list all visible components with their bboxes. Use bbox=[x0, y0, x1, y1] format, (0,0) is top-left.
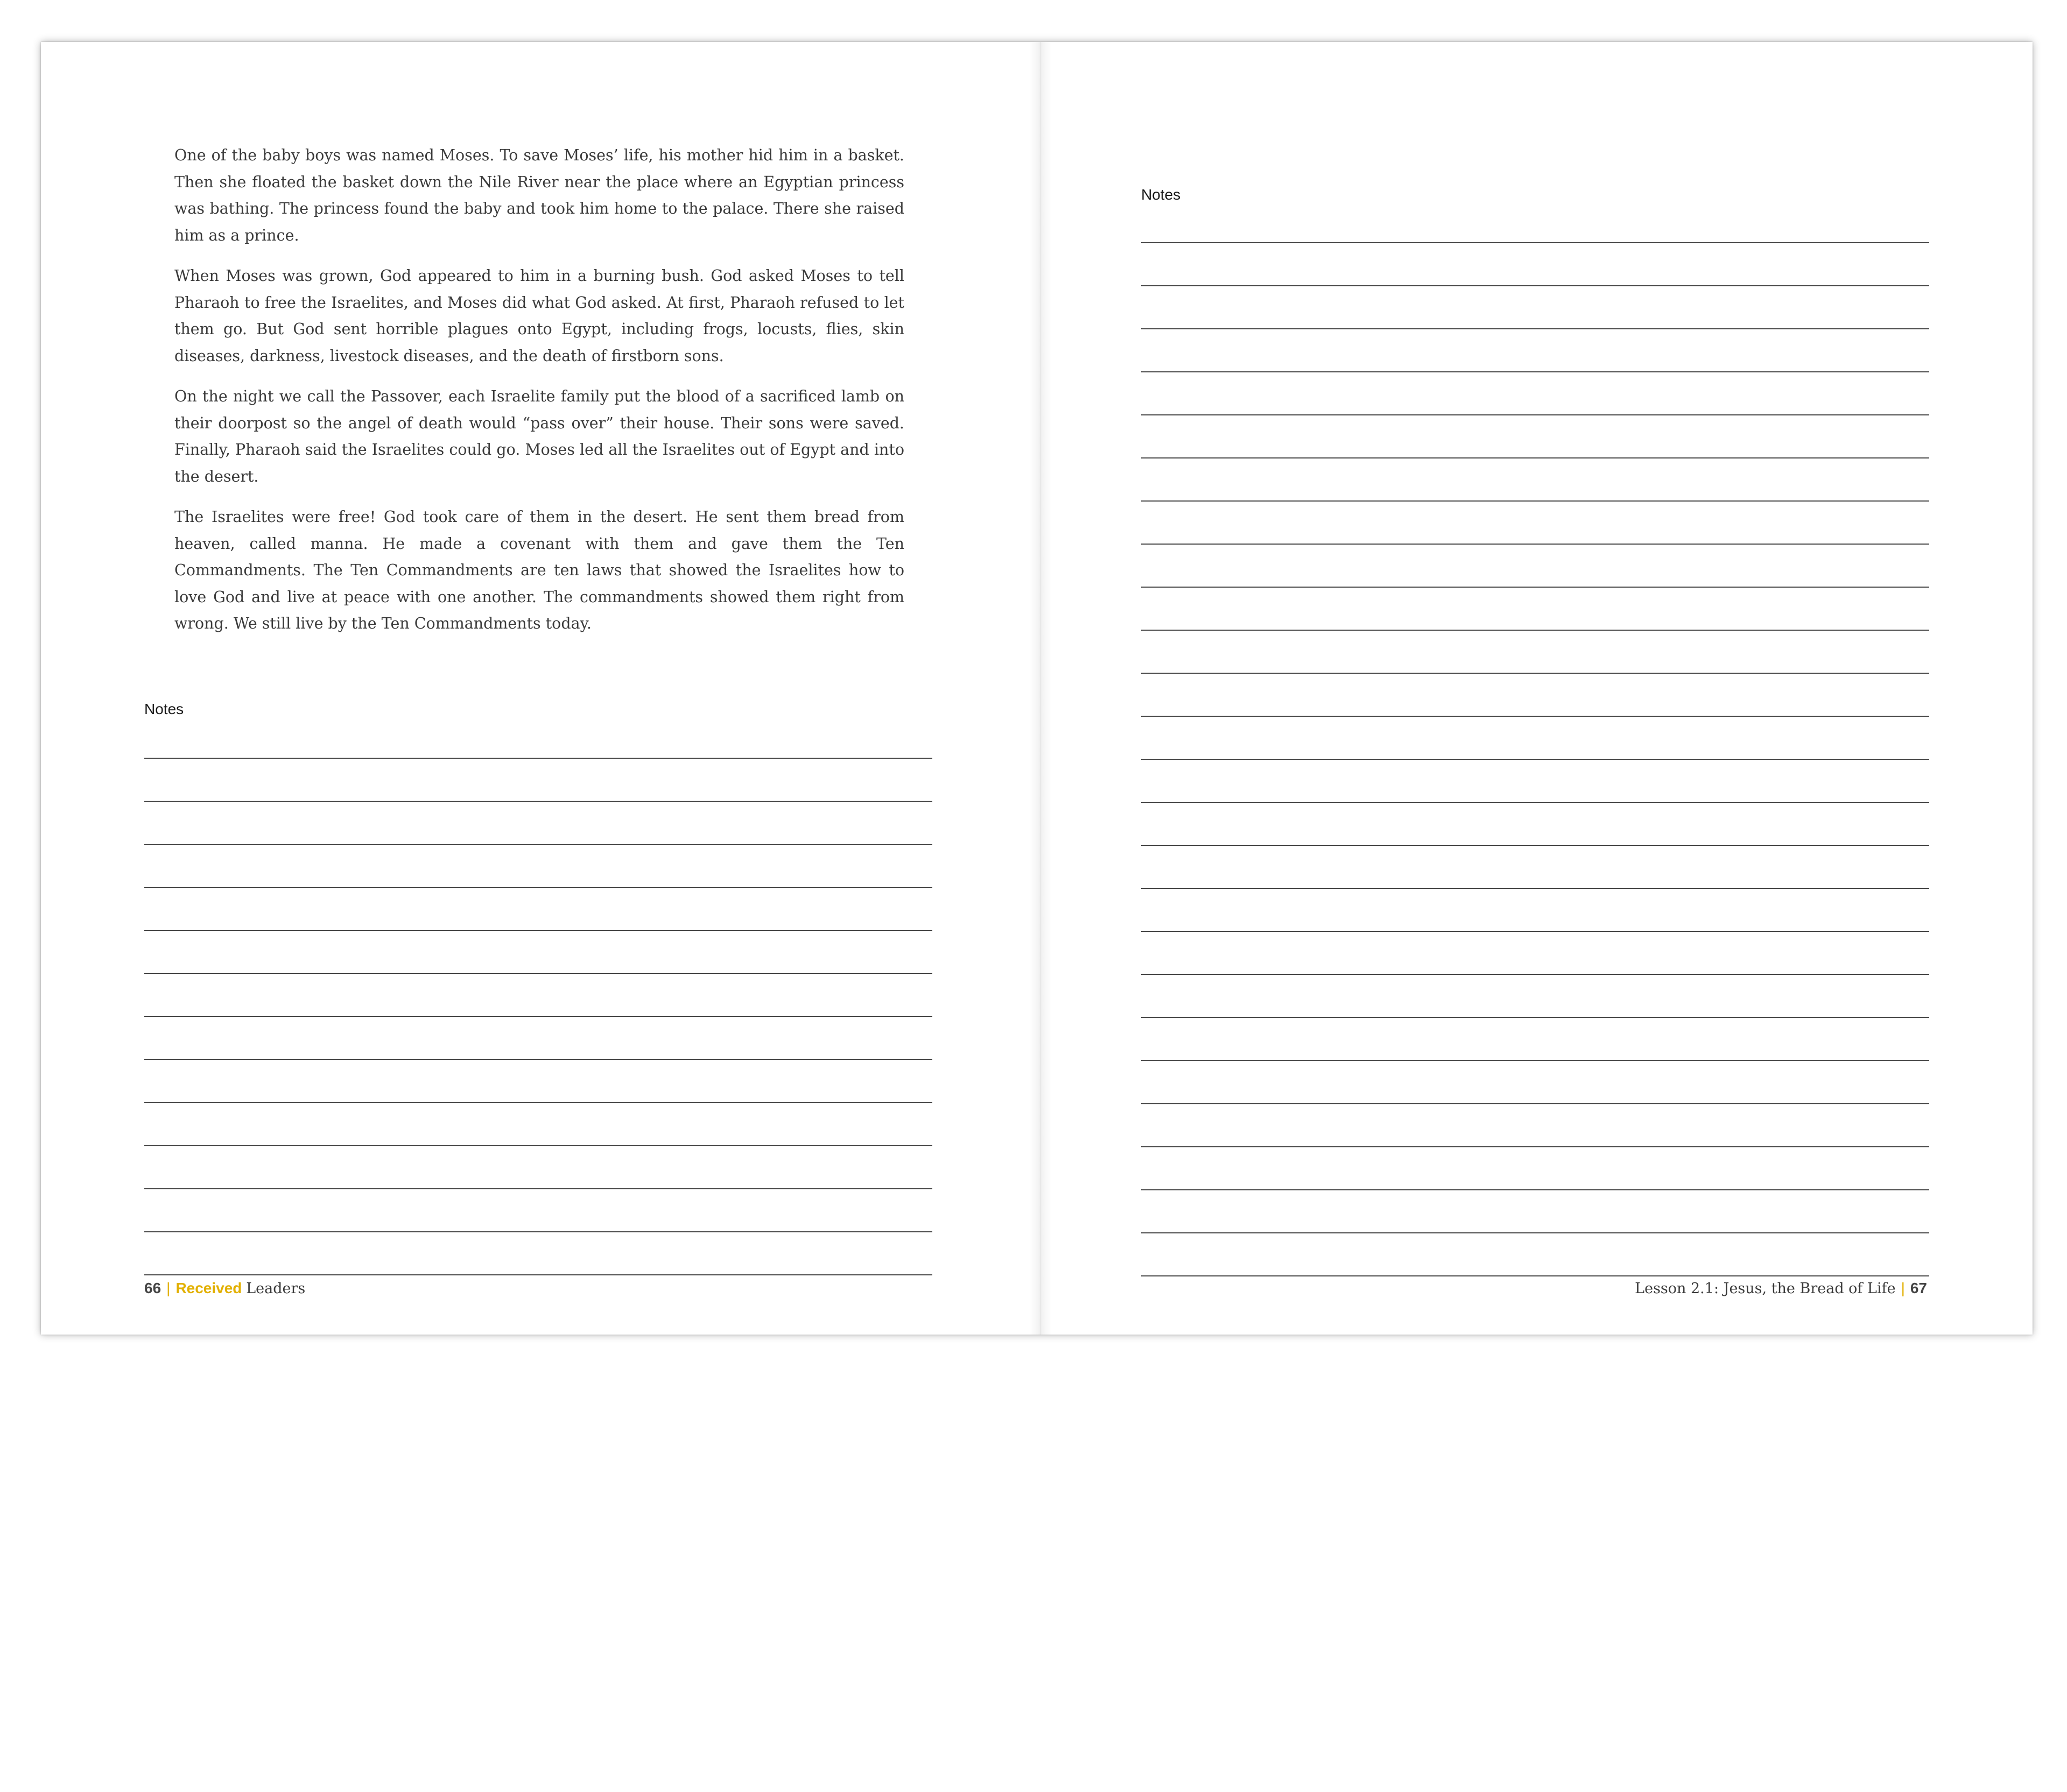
right-page bbox=[1031, 42, 2033, 1335]
note-line[interactable] bbox=[1141, 242, 1929, 243]
note-line[interactable] bbox=[1141, 544, 1929, 545]
paragraph-3: On the night we call the Passover, each Israelite family put the blood of a sacrificed lamb on their doorpost so the angel of death would “pass over” their house. Their sons were saved. Finally, Pharaoh said the Israelites could go. Moses led all the Israelites out of Egypt and into the desert. bbox=[174, 387, 904, 485]
note-line[interactable] bbox=[1141, 974, 1929, 975]
note-line[interactable] bbox=[1141, 716, 1929, 717]
story-text bbox=[174, 142, 904, 651]
note-line[interactable] bbox=[144, 1274, 932, 1275]
paragraph-1: One of the baby boys was named Moses. To save Moses’ life, his mother hid him in a basket. Then she floated the basket down the Nile River near the place where an Egyptian princess was bathing. The princess found the baby and took him home to the palace. There she raised him as a prince. bbox=[174, 146, 904, 244]
note-line[interactable] bbox=[144, 973, 932, 974]
brand-name: Received bbox=[175, 1280, 242, 1296]
notes-lines-left[interactable] bbox=[144, 716, 932, 1792]
note-line[interactable] bbox=[1141, 587, 1929, 588]
book-spread bbox=[41, 42, 2033, 1335]
note-line[interactable] bbox=[1141, 931, 1929, 932]
note-line[interactable] bbox=[1141, 328, 1929, 329]
note-line[interactable] bbox=[1141, 1146, 1929, 1147]
notes-heading-left: Notes bbox=[144, 701, 184, 717]
note-line[interactable] bbox=[1141, 1060, 1929, 1061]
note-line[interactable] bbox=[1141, 371, 1929, 372]
note-line[interactable] bbox=[144, 1016, 932, 1017]
note-line[interactable] bbox=[1141, 500, 1929, 502]
note-line[interactable] bbox=[1141, 414, 1929, 415]
note-line[interactable] bbox=[144, 1102, 932, 1103]
note-line[interactable] bbox=[144, 887, 932, 888]
notes-lines-right[interactable] bbox=[1141, 200, 1929, 1276]
note-line[interactable] bbox=[1141, 457, 1929, 458]
note-line[interactable] bbox=[144, 758, 932, 759]
footer-right bbox=[1635, 1280, 1927, 1297]
note-line[interactable] bbox=[1141, 1017, 1929, 1018]
notes-heading-right: Notes bbox=[1141, 186, 1181, 203]
footer-separator-left: | bbox=[166, 1280, 171, 1296]
lesson-title: Lesson 2.1: Jesus, the Bread of Life bbox=[1635, 1280, 1896, 1297]
note-line[interactable] bbox=[1141, 673, 1929, 674]
brand-suffix: Leaders bbox=[246, 1280, 306, 1297]
note-line[interactable] bbox=[1141, 1189, 1929, 1190]
page-number-left: 66 bbox=[144, 1280, 161, 1296]
note-line[interactable] bbox=[144, 1231, 932, 1232]
note-line[interactable] bbox=[1141, 285, 1929, 286]
page-number-right: 67 bbox=[1910, 1280, 1927, 1296]
footer-separator-right: | bbox=[1901, 1280, 1905, 1296]
paragraph-2: When Moses was grown, God appeared to him in a burning bush. God asked Moses to tell Pharaoh to free the Israelites, and Moses did what God asked. At first, Pharaoh refused to let them go. But God sent horrible plagues onto Egypt, including frogs, locusts, flies, skin diseases, darkness, livestock diseases, and the death of firstborn sons. bbox=[174, 267, 904, 365]
note-line[interactable] bbox=[144, 1145, 932, 1146]
note-line[interactable] bbox=[144, 1059, 932, 1060]
paragraph-4: The Israelites were free! God took care of them in the desert. He sent them bread from heaven, called manna. He made a covenant with them and gave them the Ten Commandments. The Ten Commandments are ten laws that showed the Israelites how to love God and live at peace with one another. The commandments showed them right from wrong. We still live by the Ten Commandments today. bbox=[174, 508, 904, 632]
note-line[interactable] bbox=[1141, 630, 1929, 631]
note-line[interactable] bbox=[1141, 802, 1929, 803]
left-page bbox=[41, 42, 1031, 1335]
note-line[interactable] bbox=[1141, 888, 1929, 889]
note-line[interactable] bbox=[1141, 1275, 1929, 1276]
note-line[interactable] bbox=[144, 844, 932, 845]
note-line[interactable] bbox=[1141, 1103, 1929, 1104]
note-line[interactable] bbox=[144, 801, 932, 802]
note-line[interactable] bbox=[144, 930, 932, 931]
note-line[interactable] bbox=[1141, 1232, 1929, 1233]
note-line[interactable] bbox=[1141, 845, 1929, 846]
note-line[interactable] bbox=[144, 1188, 932, 1189]
footer-left bbox=[144, 1280, 305, 1297]
note-line[interactable] bbox=[1141, 759, 1929, 760]
